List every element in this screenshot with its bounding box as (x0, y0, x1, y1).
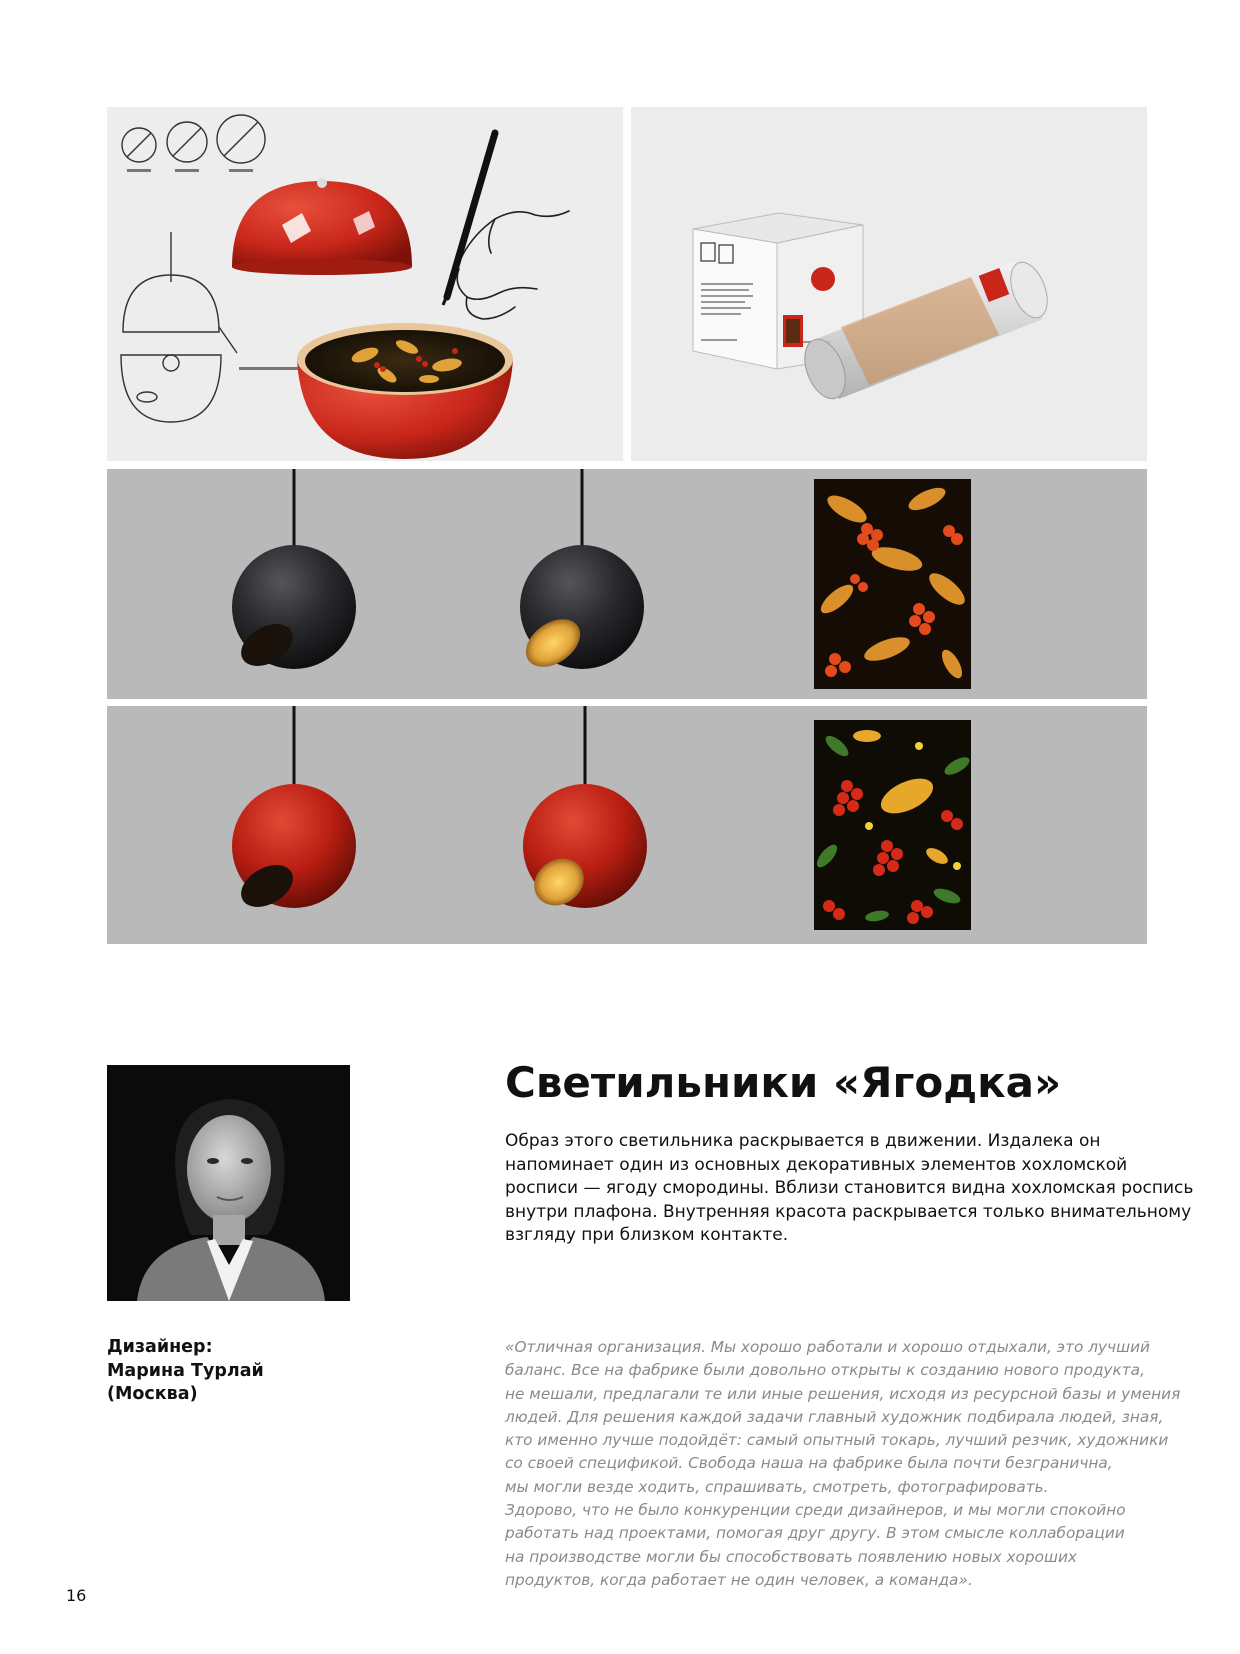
article-description (505, 1130, 1194, 1248)
packaging-illustration (631, 107, 1147, 461)
quote-line: на производстве могли бы способствовать появлению новых хороших (505, 1547, 1077, 1566)
page-number: 16 (66, 1586, 87, 1605)
sketch-panel (107, 107, 623, 461)
description-line: внутри плафона. Внутренняя красота раскрывается только внимательному (505, 1201, 1192, 1222)
avatar (107, 1065, 350, 1301)
packaging-panel (631, 107, 1147, 461)
pen-drawing (447, 133, 495, 297)
quote-line: работать над проектами, помогая друг другу. В этом смысле коллаборации (505, 1524, 1125, 1543)
quote-line: продуктов, когда работает не один человек, а команда». (505, 1570, 973, 1589)
designer-portrait (107, 1065, 350, 1301)
description-line: Образ этого светильника раскрывается в движении. Издалека он (505, 1131, 1101, 1151)
description-line: напоминает один из основных декоративных элементов хохломской (505, 1154, 1128, 1175)
quote-line: баланс. Все на фабрике были довольно открыты к созданию нового продукта, (505, 1361, 1145, 1380)
size-circles-diagram (122, 115, 265, 163)
hand-with-pen-drawing (457, 211, 569, 319)
black-lamps-panel (107, 469, 1147, 699)
designer-name: Марина Турлай (107, 1360, 264, 1381)
quote-line: кто именно лучше подойдёт: самый опытный токарь, лучший резчик, художники (505, 1431, 1169, 1450)
quote-line: не мешали, предлагали те или иные решения, исходя из ресурсной базы и умения (505, 1384, 1181, 1403)
red-lamps-panel (107, 706, 1147, 944)
khokhloma-pattern-gold (814, 479, 971, 689)
quote-line: людей. Для решения каждой задачи главный художник подбирала людей, зная, (505, 1407, 1164, 1426)
page-title: Светильники «Ягодка» (505, 1058, 1062, 1107)
quote-line: «Отличная организация. Мы хорошо работали и хорошо отдыхали, это лучший (505, 1338, 1150, 1356)
sketch-illustration (107, 107, 623, 461)
designer-credit (107, 1336, 407, 1407)
quote-line: мы могли везде ходить, спрашивать, смотреть, фотографировать. (505, 1477, 1049, 1496)
designer-label: Дизайнер: (107, 1337, 213, 1357)
khokhloma-pattern-red (813, 720, 972, 930)
designer-city: (Москва) (107, 1384, 198, 1404)
red-hemisphere-top (232, 181, 412, 267)
black-lamps-illustration (107, 469, 1147, 699)
description-line: взгляду при близком контакте. (505, 1225, 789, 1245)
quote-line: Здорово, что не было конкуренции среди дизайнеров, и мы могли спокойно (505, 1501, 1126, 1520)
description-line: росписи — ягоду смородины. Вблизи становится видна хохломская роспись (505, 1178, 1194, 1198)
designer-quote (505, 1336, 1181, 1592)
red-lamps-illustration (107, 706, 1147, 944)
wireframe-lamp-drawing (121, 232, 237, 422)
quote-line: со своей спецификой. Свобода наша на фабрике была почти безгранична, (505, 1454, 1113, 1473)
